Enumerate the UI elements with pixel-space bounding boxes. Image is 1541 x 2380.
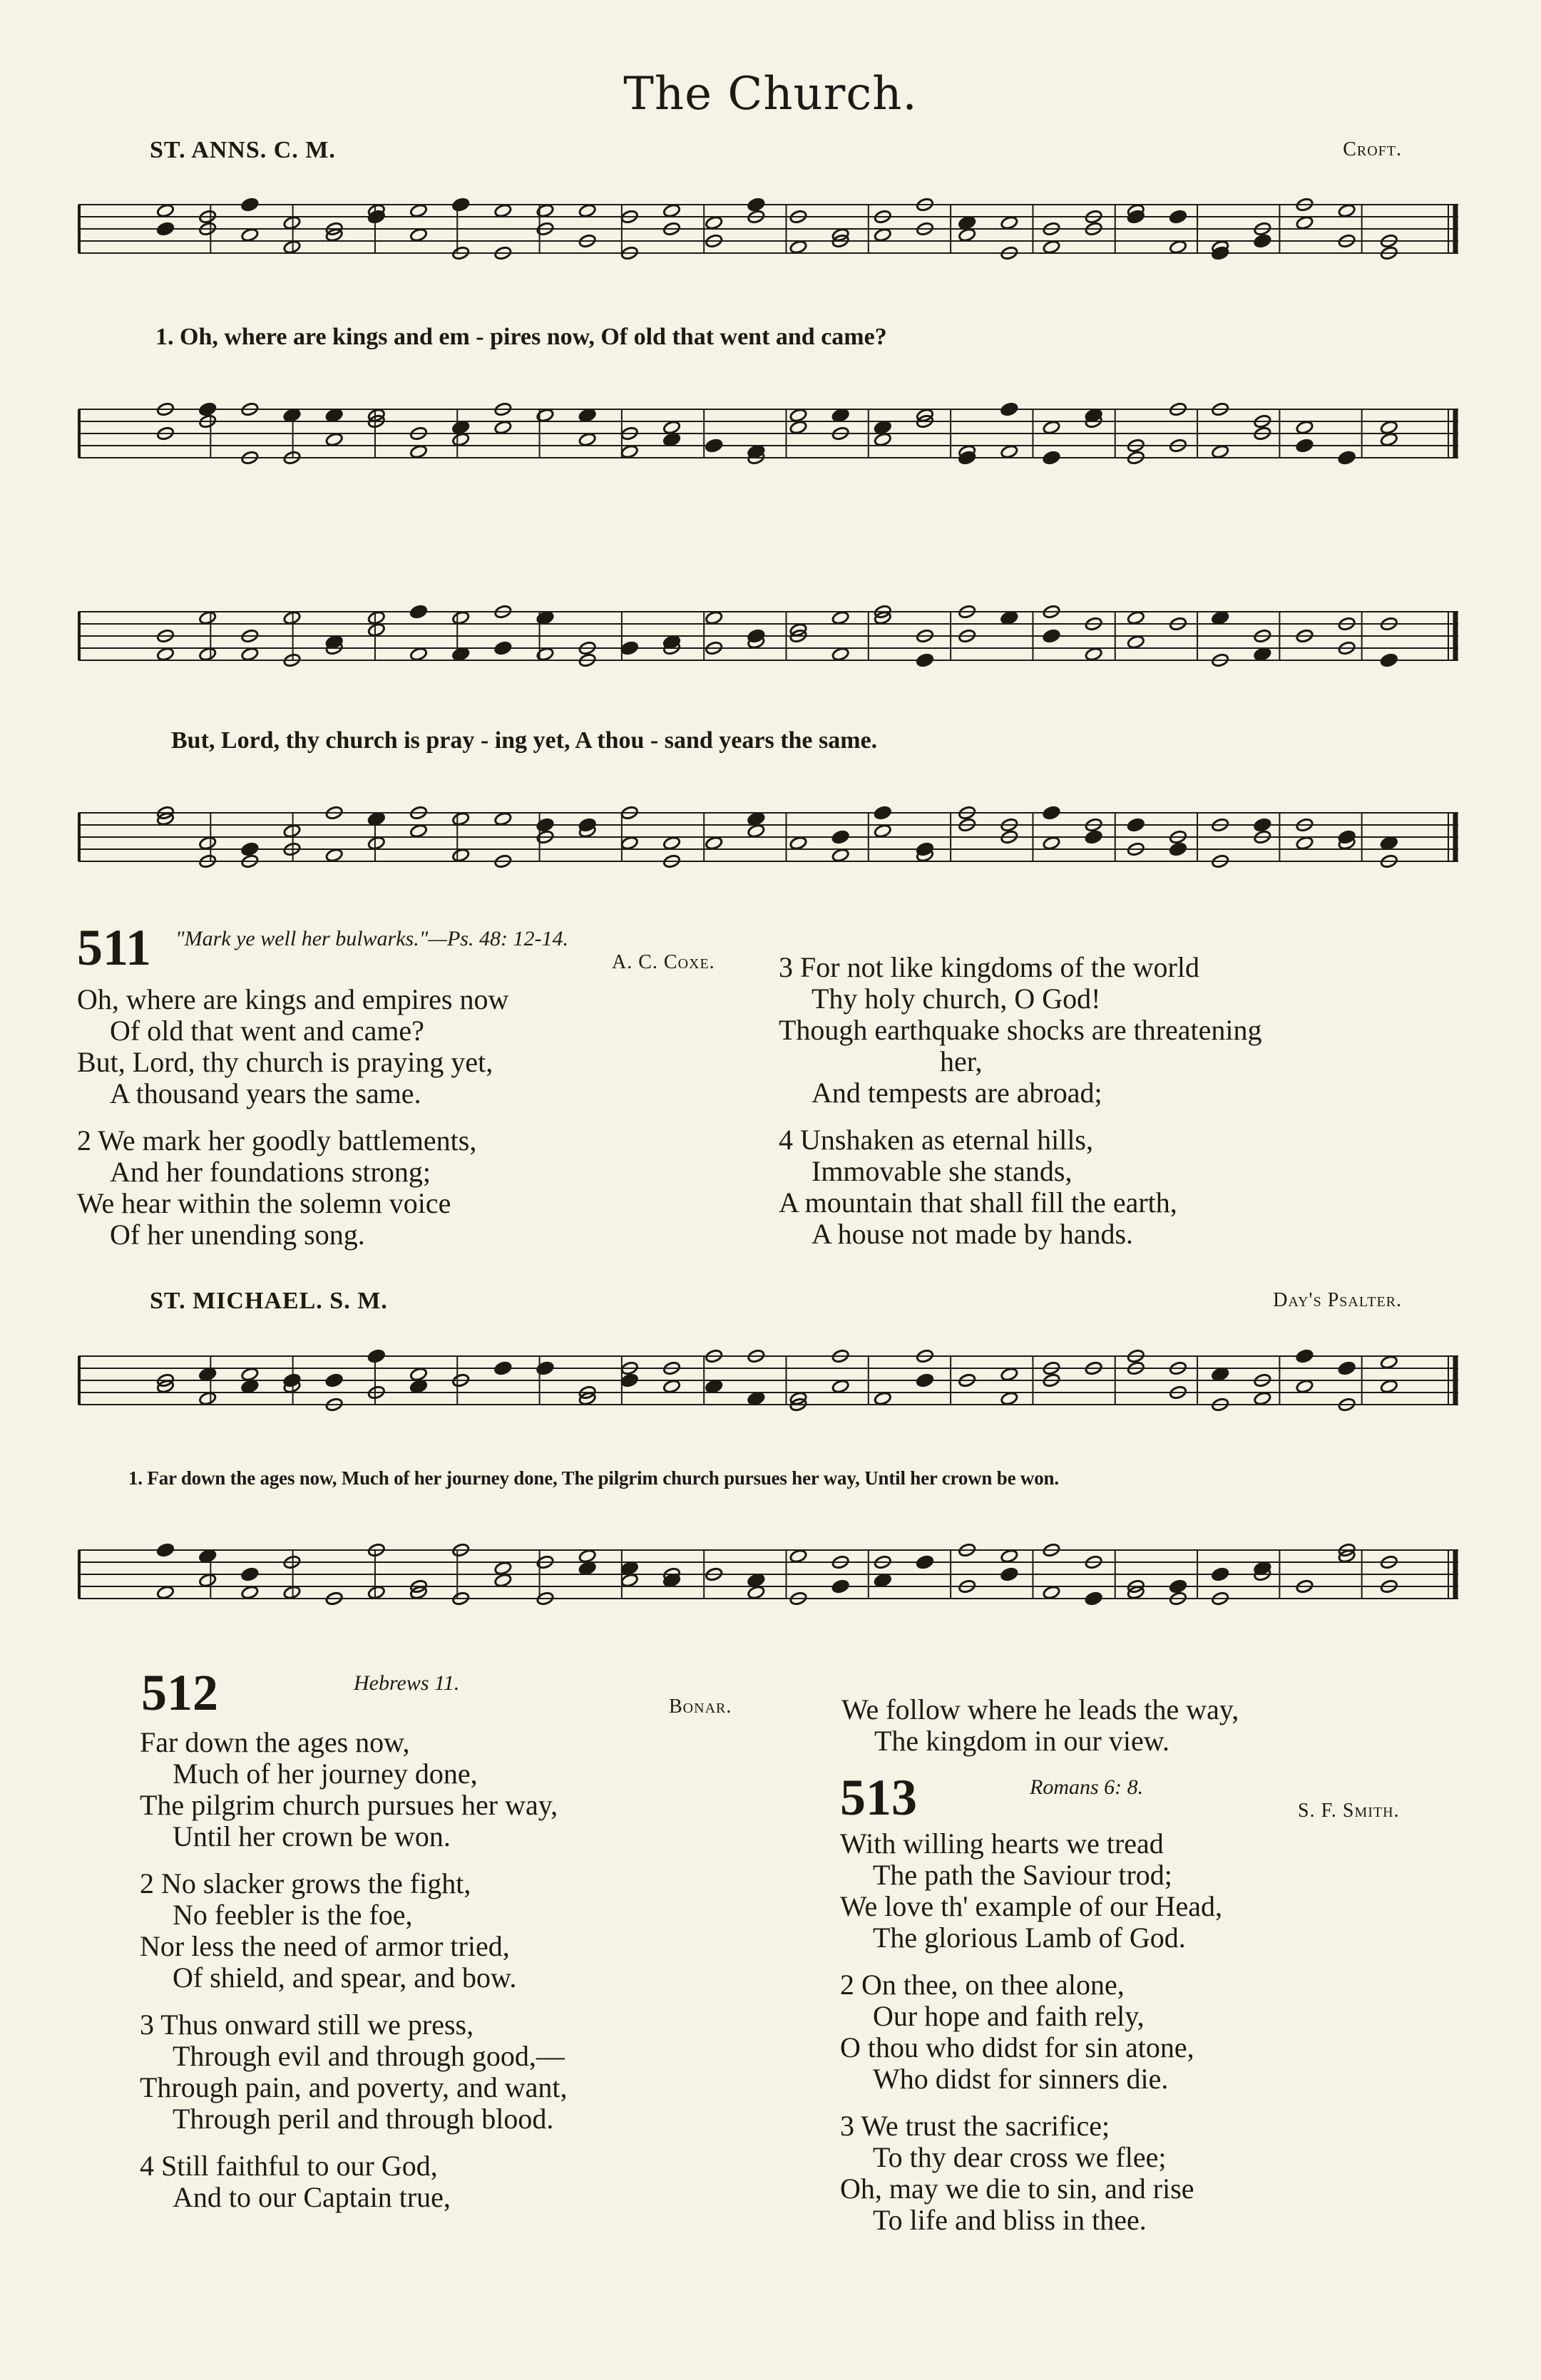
stanza-number: 2 <box>77 1124 91 1156</box>
tune-name-st-michael: ST. MICHAEL. S. M. <box>150 1288 388 1314</box>
stanza-number: 4 <box>140 2150 154 2182</box>
music-staff-st-michael-1 <box>78 1348 1458 1426</box>
stanza-2 <box>77 1125 508 1251</box>
verse-line: The path the Saviour trod; <box>873 1859 1172 1891</box>
verse-line: Much of her journey done, <box>173 1758 478 1790</box>
tune-lyric-st-michael-line1: 1. Far down the ages now, Much of her journey done, The pilgrim church pursues her way, Until her crown be won. <box>128 1467 1059 1489</box>
verse-line: Through peril and through blood. <box>173 2103 554 2135</box>
hymn-512-col2-continued <box>841 1694 1239 1757</box>
verse-line: Oh, may we die to sin, and rise <box>840 2173 1194 2205</box>
stanza-number: 3 <box>779 951 793 983</box>
music-staff-st-anns-3 <box>78 603 1458 682</box>
verse-line: We hear within the solemn voice <box>77 1187 451 1219</box>
tune-name-st-anns: ST. ANNS. C. M. <box>150 137 336 163</box>
page-title: The Church. <box>623 68 918 120</box>
stanza-number: 2 <box>140 1867 154 1899</box>
composer-days-psalter: Day's Psalter. <box>1273 1289 1402 1311</box>
verse-line: Thy holy church, O God! <box>812 983 1101 1015</box>
verse-line: On thee, on thee alone, <box>861 1969 1125 2001</box>
verse-line: And tempests are abroad; <box>812 1077 1102 1109</box>
stanza-3 <box>140 2009 567 2135</box>
tune-lyric-st-anns-line2: But, Lord, thy church is pray - ing yet, A thou - sand years the same. <box>171 727 878 754</box>
stanza-3 <box>840 2110 1222 2236</box>
verse-line: Still faithful to our God, <box>161 2150 438 2182</box>
verse-line: The pilgrim church pursues her way, <box>140 1789 558 1821</box>
verse-line: A mountain that shall fill the earth, <box>779 1186 1177 1219</box>
music-staff-st-anns-1 <box>78 196 1458 275</box>
stanza-number: 4 <box>779 1124 793 1156</box>
verse-line: her, <box>940 1045 983 1077</box>
verse-line: Nor less the need of armor tried, <box>140 1930 510 1962</box>
hymn-511-scripture: "Mark ye well her bulwarks."—Ps. 48: 12-14. <box>175 927 568 950</box>
stanza-number: 3 <box>140 2009 154 2041</box>
verse-line: To life and bliss in thee. <box>873 2204 1147 2236</box>
verse-line: Of shield, and spear, and bow. <box>173 1961 517 1994</box>
verse-line: The glorious Lamb of God. <box>873 1922 1186 1954</box>
verse-line: O thou who didst for sin atone, <box>840 2031 1194 2063</box>
music-staff-st-anns-2 <box>78 401 1458 479</box>
hymn-511-col1 <box>77 984 508 1266</box>
stanza-number: 3 <box>840 2110 854 2142</box>
verse-line: We follow where he leads the way, <box>841 1693 1239 1725</box>
verse-line: Until her crown be won. <box>173 1820 451 1852</box>
verse-line: And her foundations strong; <box>110 1156 431 1188</box>
verse-line: A thousand years the same. <box>110 1077 421 1109</box>
verse-line: We love th' example of our Head, <box>840 1890 1223 1922</box>
verse-line: But, Lord, thy church is praying yet, <box>77 1046 493 1078</box>
hymn-number-511: 511 <box>77 919 152 976</box>
hymn-511-author: A. C. Coxe. <box>612 951 715 973</box>
verse-line: Who didst for sinners die. <box>873 2063 1169 2095</box>
verse-line: Thus onward still we press, <box>160 2009 474 2041</box>
verse-line: Immovable she stands, <box>812 1155 1072 1187</box>
music-staff-st-michael-2 <box>78 1542 1458 1620</box>
hymn-513-author: S. F. Smith. <box>1298 1800 1400 1822</box>
verse-line: A house not made by hands. <box>812 1218 1134 1250</box>
verse-line: Unshaken as eternal hills, <box>800 1124 1093 1156</box>
hymn-number-513: 513 <box>840 1769 917 1826</box>
hymn-512-scripture: Hebrews 11. <box>354 1671 460 1695</box>
verse-line: For not like kingdoms of the world <box>800 951 1199 983</box>
hymn-512-col1 <box>140 1727 567 2229</box>
verse-line: Our hope and faith rely, <box>873 2000 1145 2032</box>
verse-line: We mark her goodly battlements, <box>98 1124 477 1156</box>
tune-lyric-st-anns-line1: 1. Oh, where are kings and em - pires now, Of old that went and came? <box>155 324 887 350</box>
verse-line: Of her unending song. <box>110 1219 365 1251</box>
verse-line: Far down the ages now, <box>140 1726 410 1758</box>
verse-line: We trust the sacrifice; <box>861 2110 1110 2142</box>
verse-line: Through evil and through good,— <box>173 2040 565 2072</box>
hymn-513-scripture: Romans 6: 8. <box>1030 1775 1144 1799</box>
verse-line: Though earthquake shocks are threatening <box>779 1014 1262 1046</box>
composer-croft: Croft. <box>1343 138 1402 160</box>
hymn-511-col2 <box>779 952 1262 1266</box>
stanza-4 <box>140 2150 567 2213</box>
verse-line: And to our Captain true, <box>173 2181 451 2213</box>
verse-line: The kingdom in our view. <box>874 1725 1170 1757</box>
hymn-513-col2 <box>840 1828 1222 2252</box>
stanza-2 <box>840 1969 1222 2095</box>
verse-line: With willing hearts we tread <box>840 1827 1164 1860</box>
verse-line: Through pain, and poverty, and want, <box>140 2071 568 2103</box>
stanza-1 <box>140 1727 567 1852</box>
verse-line: No feebler is the foe, <box>173 1899 413 1931</box>
stanza-2 <box>140 1868 567 1994</box>
verse-line: Of old that went and came? <box>110 1015 424 1047</box>
stanza-number: 2 <box>840 1969 854 2001</box>
stanza-1 <box>840 1828 1222 1954</box>
stanza-3 <box>779 952 1262 1109</box>
verse-line: No slacker grows the fight, <box>161 1867 471 1899</box>
music-staff-st-anns-4 <box>78 804 1458 883</box>
hymn-number-512: 512 <box>141 1664 218 1721</box>
stanza-1 <box>77 984 508 1109</box>
hymn-512-author: Bonar. <box>669 1696 732 1718</box>
stanza-4 <box>779 1124 1262 1250</box>
verse-line: To thy dear cross we flee; <box>873 2141 1167 2173</box>
verse-line: Oh, where are kings and empires now <box>77 983 509 1015</box>
